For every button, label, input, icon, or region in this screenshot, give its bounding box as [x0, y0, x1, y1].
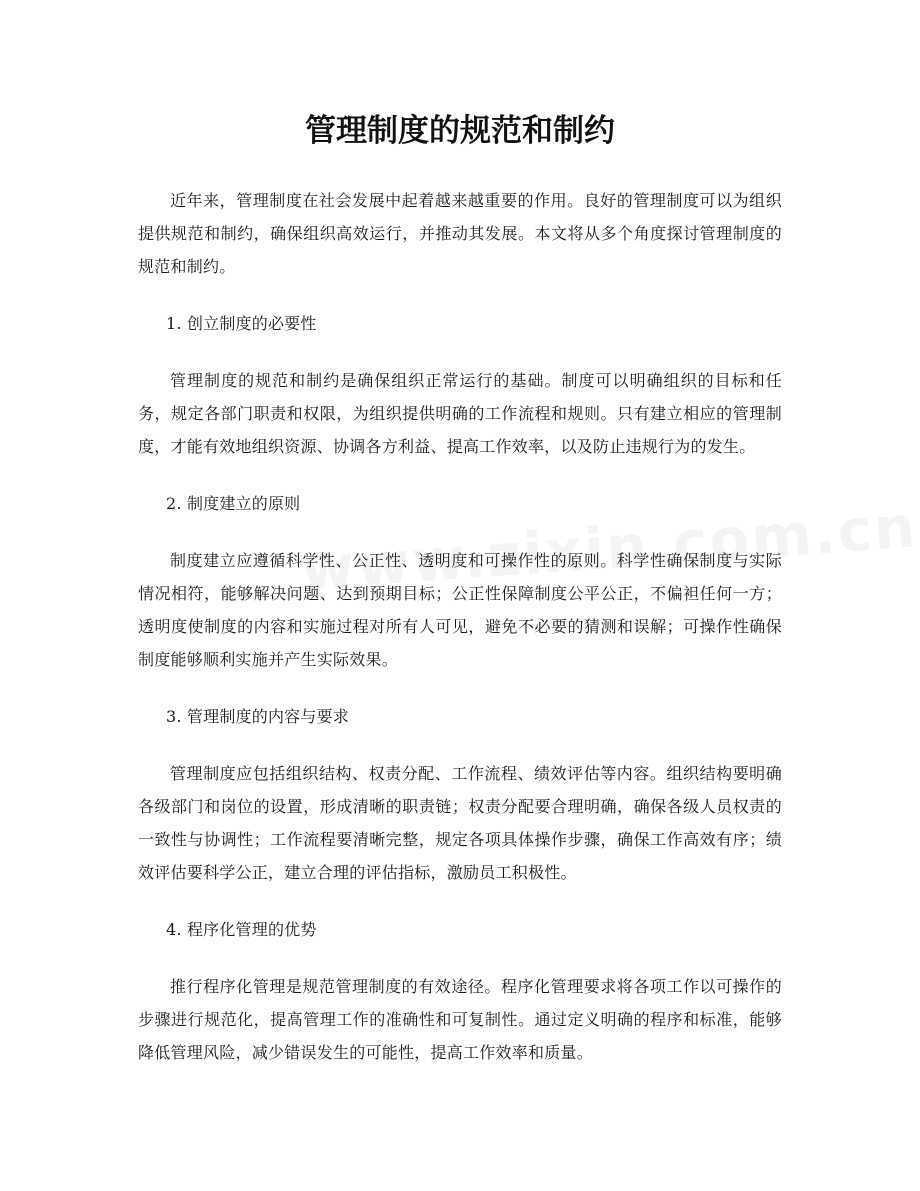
section-paragraph-3: 管理制度应包括组织结构、权责分配、工作流程、绩效评估等内容。组织结构要明确各级部门和岗位的设置，形成清晰的职责链；权责分配要合理明确，确保各级人员权责的一致性与协调性；工作流程要清晰完整，规定各项具体操作步骤，确保工作高效有序；绩效评估要科学公正，建立合理的评估指标，激励员工积极性。: [138, 764, 782, 882]
intro-paragraph: 近年来，管理制度在社会发展中起着越来越重要的作用。良好的管理制度可以为组织提供规范和制约，确保组织高效运行，并推动其发展。本文将从多个角度探讨管理制度的规范和制约。: [138, 191, 782, 276]
document-body: [138, 184, 782, 1093]
section-heading-2: 2. 制度建立的原则: [166, 494, 301, 513]
page-title: 管理制度的规范和制约: [305, 113, 615, 149]
section-heading-3: 3. 管理制度的内容与要求: [166, 707, 349, 726]
section-heading-1: 1. 创立制度的必要性: [166, 314, 317, 333]
section-paragraph-4: 推行程序化管理是规范管理制度的有效途径。程序化管理要求将各项工作以可操作的步骤进行规范化，提高管理工作的准确性和可复制性。通过定义明确的程序和标准，能够降低管理风险，减少错误发生的可能性，提高工作效率和质量。: [138, 977, 782, 1062]
section-paragraph-2: 制度建立应遵循科学性、公正性、透明度和可操作性的原则。科学性确保制度与实际情况相符，能够解决问题、达到预期目标；公正性保障制度公平公正，不偏袒任何一方；透明度使制度的内容和实施过程对所有人可见，避免不必要的猜测和误解；可操作性确保制度能够顺利实施并产生实际效果。: [138, 551, 782, 669]
section-paragraph-1: 管理制度的规范和制约是确保组织正常运行的基础。制度可以明确组织的目标和任务，规定各部门职责和权限，为组织提供明确的工作流程和规则。只有建立相应的管理制度，才能有效地组织资源、协调各方利益、提高工作效率，以及防止违规行为的发生。: [138, 371, 782, 456]
section-heading-4: 4. 程序化管理的优势: [166, 920, 317, 939]
